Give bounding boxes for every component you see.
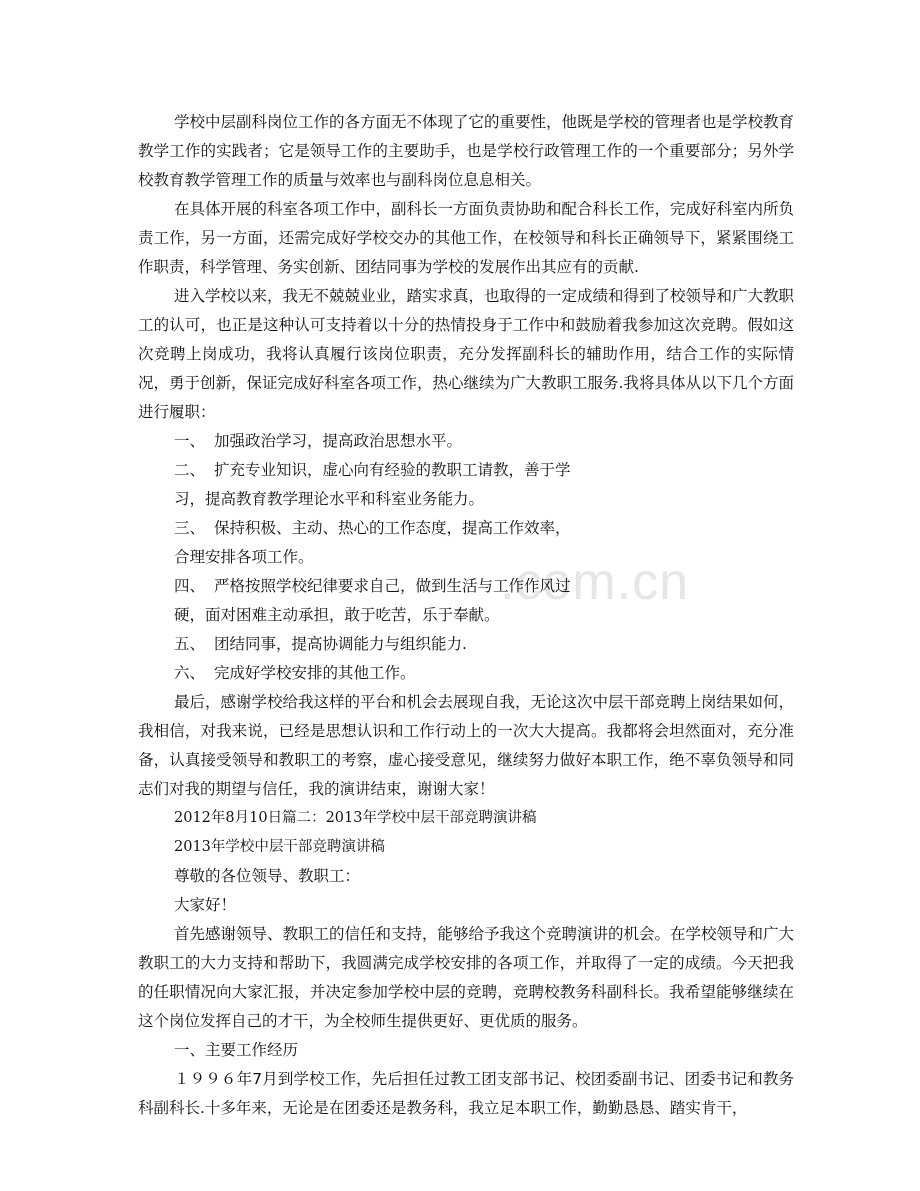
paragraph-3: 进入学校以来，我无不兢兢业业，踏实求真，也取得的一定成绩和得到了校领导和广大教职工的认可，也正是这种认可支持着以十分的热情投身于工作中和鼓励着我参加这次竞聘。假如这次竞聘上岗成功，我将认真履行该岗位职责，充分发挥副科长的辅助作用，结合工作的实际情况，勇于创新，保证完成好科室各项工作，热心继续为广大教职工服务.我将具体从以下几个方面进行履职： <box>138 287 795 421</box>
list-item: 一、 加强政治学习，提高政治思想水平。 <box>174 432 463 450</box>
speech-title: 2013年学校中层干部竞聘演讲稿 <box>174 839 385 855</box>
paragraph-6: １９９６年7月到学校工作，先后担任过教工团支部书记、校团委副书记、团委书记和教务科副科长.十多年来，无论是在团委还是教务科，我立足本职工作，勤勤恳恳、踏实肯干， <box>138 1070 794 1117</box>
list-item: 三、 保持积极、主动、热心的工作态度，提高工作效率， <box>174 519 571 537</box>
greeting: 尊敬的各位领导、教职工： <box>174 867 361 885</box>
list-item-continuation: 习，提高教育教学理论水平和科室业务能力。 <box>174 490 485 508</box>
list-item: 六、 完成好学校安排的其他工作。 <box>174 664 416 682</box>
list-item: 五、 团结同事，提高协调能力与组织能力. <box>174 635 467 653</box>
list-item-continuation: 硬，面对困难主动承担，敢于吃苦，乐于奉献。 <box>174 606 500 624</box>
paragraph-5: 首先感谢领导、教职工的信任和支持，能够给予我这个竞聘演讲的机会。在学校领导和广大教职工的大力支持和帮助下，我圆满完成学校安排的各项工作，并取得了一定的成绩。今天把我的任职情况向大家汇报，并决定参加学校中层的竞聘，竞聘校教务科副科长。我希望能够继续在这个岗位发挥自己的才干，为全校师生提供更好、更优质的服务。 <box>138 925 795 1030</box>
watermark: .com.cn <box>500 553 690 611</box>
paragraph-2: 在具体开展的科室各项工作中，副科长一方面负责协助和配合科长工作，完成好科室内所负责工作，另一方面，还需完成好学校交办的其他工作，在校领导和科长正确领导下，紧紧围绕工作职责，科学管理、务实创新、团结同事为学校的发展作出其应有的贡献. <box>138 200 795 276</box>
dateline: 2012年8月10日篇二：2013年学校中层干部竞聘演讲稿 <box>174 810 537 826</box>
section-heading: 一、主要工作经历 <box>174 1041 299 1059</box>
paragraph-4: 最后，感谢学校给我这样的平台和机会去展现自我，无论这次中层干部竞聘上岗结果如何，我相信，对我来说，已经是思想认识和工作行动上的一次大大提高。我都将会坦然面对，充分准备，认真接受领导和教职工的考察，虚心接受意见，继续努力做好本职工作，绝不辜负领导和同志们对我的期望与信任，我的演讲结束，谢谢大家！ <box>138 693 795 798</box>
duty-list <box>138 427 794 688</box>
document-body <box>138 108 794 1123</box>
paragraph-1: 学校中层副科岗位工作的各方面无不体现了它的重要性，他既是学校的管理者也是学校教育教学工作的实践者；它是领导工作的主要助手，也是学校行政管理工作的一个重要部分；另外学校教育教学管理工作的质量与效率也与副科岗位息息相关。 <box>138 113 795 189</box>
list-item: 二、 扩充专业知识，虚心向有经验的教职工请教，善于学 <box>174 461 571 479</box>
hello-line: 大家好！ <box>174 896 237 914</box>
list-item: 四、 严格按照学校纪律要求自己，做到生活与工作作风过 <box>174 577 571 595</box>
list-item-continuation: 合理安排各项工作。 <box>174 548 314 566</box>
